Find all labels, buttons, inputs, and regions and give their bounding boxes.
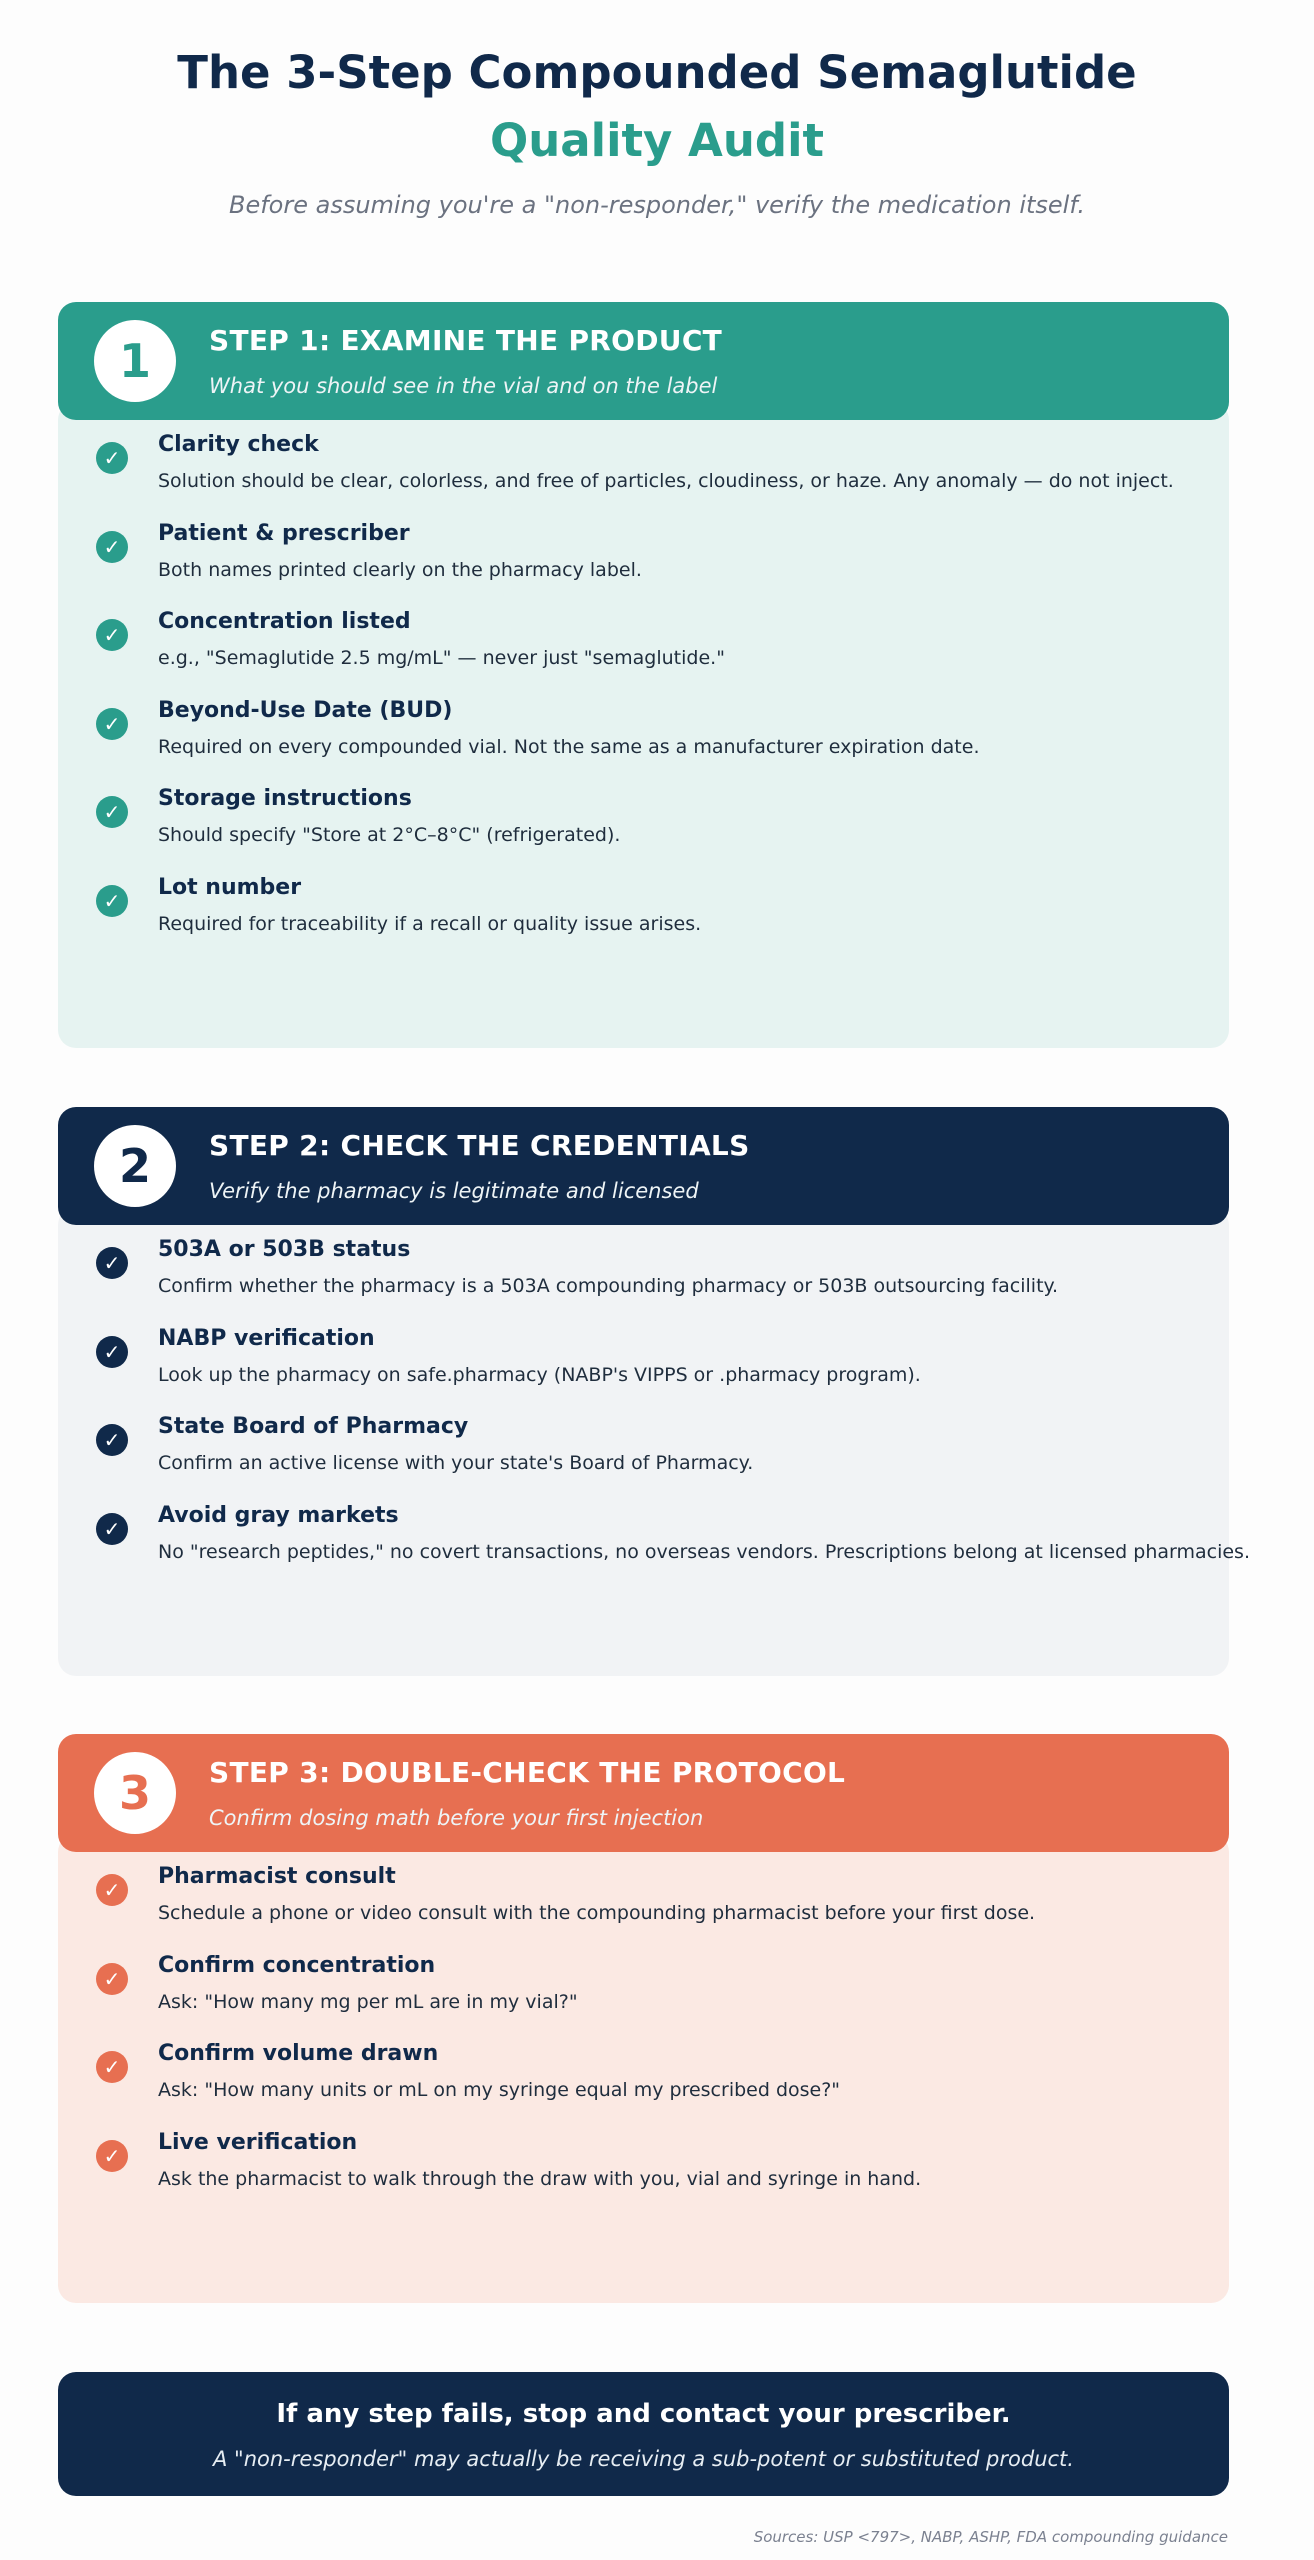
check-circle-icon: ✓ <box>96 1874 128 1906</box>
check-circle-icon: ✓ <box>96 531 128 563</box>
item-description: Solution should be clear, colorless, and free of particles, cloudiness, or haze. Any anomaly — do not inject. <box>158 470 1174 492</box>
check-circle-icon: ✓ <box>96 619 128 651</box>
check-circle-icon: ✓ <box>96 1247 128 1279</box>
item-description: Look up the pharmacy on safe.pharmacy (NABP's VIPPS or .pharmacy program). <box>158 1364 921 1386</box>
item-title: Lot number <box>158 875 302 900</box>
step-subtitle: Confirm dosing math before your first injection <box>209 1806 704 1830</box>
title-line-2: Quality Audit <box>489 114 825 167</box>
sources-note: Sources: USP <797>, NABP, ASHP, FDA compounding guidance <box>753 2528 1228 2546</box>
check-circle-icon: ✓ <box>96 2140 128 2172</box>
step-number-badge: 1 <box>94 320 176 402</box>
item-description: Required on every compounded vial. Not the same as a manufacturer expiration date. <box>158 736 980 758</box>
step-subtitle: What you should see in the vial and on the label <box>209 374 718 398</box>
item-title: Beyond-Use Date (BUD) <box>158 698 453 723</box>
step-card-1 <box>58 402 1229 1048</box>
item-description: Both names printed clearly on the pharmacy label. <box>158 559 642 581</box>
item-description: Required for traceability if a recall or quality issue arises. <box>158 913 702 935</box>
check-circle-icon: ✓ <box>96 1513 128 1545</box>
check-circle-icon: ✓ <box>96 1424 128 1456</box>
footer-warning: If any step fails, stop and contact your prescriber. <box>276 2399 1011 2429</box>
item-description: Ask: "How many mg per mL are in my vial?" <box>158 1991 578 2013</box>
item-title: Clarity check <box>158 432 319 457</box>
item-description: Schedule a phone or video consult with the compounding pharmacist before your first dose. <box>158 1902 1036 1924</box>
check-circle-icon: ✓ <box>96 1336 128 1368</box>
check-circle-icon: ✓ <box>96 708 128 740</box>
step-title: STEP 2: CHECK THE CREDENTIALS <box>209 1129 750 1162</box>
item-description: No "research peptides," no covert transactions, no overseas vendors. Prescriptions belong at licensed pharmacies. <box>158 1541 1250 1563</box>
check-circle-icon: ✓ <box>96 442 128 474</box>
check-circle-icon: ✓ <box>96 1963 128 1995</box>
item-description: Ask the pharmacist to walk through the draw with you, vial and syringe in hand. <box>158 2168 922 2190</box>
step-title: STEP 3: DOUBLE-CHECK THE PROTOCOL <box>209 1756 846 1789</box>
item-title: NABP verification <box>158 1326 375 1351</box>
step-subtitle: Verify the pharmacy is legitimate and licensed <box>209 1179 699 1203</box>
item-title: 503A or 503B status <box>158 1237 411 1262</box>
item-title: Confirm concentration <box>158 1953 436 1978</box>
step-header-3 <box>58 1734 1229 1852</box>
item-title: Pharmacist consult <box>158 1864 396 1889</box>
step-header-1 <box>58 302 1229 420</box>
item-title: Avoid gray markets <box>158 1503 399 1528</box>
item-title: Storage instructions <box>158 786 412 811</box>
item-title: Live verification <box>158 2130 358 2155</box>
step-title: STEP 1: EXAMINE THE PRODUCT <box>209 324 723 357</box>
step-number-badge: 3 <box>94 1752 176 1834</box>
page-subtitle: Before assuming you're a "non-responder," verify the medication itself. <box>228 191 1086 219</box>
item-description: Confirm an active license with your state's Board of Pharmacy. <box>158 1452 754 1474</box>
item-description: Should specify "Store at 2°C–8°C" (refrigerated). <box>158 824 621 846</box>
footer-note: A "non-responder" may actually be receiving a sub-potent or substituted product. <box>213 2447 1074 2471</box>
step-number-badge: 2 <box>94 1125 176 1207</box>
title-line-1: The 3-Step Compounded Semaglutide <box>177 46 1137 99</box>
step-header-2 <box>58 1107 1229 1225</box>
check-circle-icon: ✓ <box>96 2051 128 2083</box>
item-title: Patient & prescriber <box>158 521 410 546</box>
item-title: Concentration listed <box>158 609 411 634</box>
footer-callout <box>58 2372 1229 2496</box>
item-title: State Board of Pharmacy <box>158 1414 469 1439</box>
item-description: Confirm whether the pharmacy is a 503A compounding pharmacy or 503B outsourcing facility. <box>158 1275 1059 1297</box>
check-circle-icon: ✓ <box>96 885 128 917</box>
item-description: Ask: "How many units or mL on my syringe equal my prescribed dose?" <box>158 2079 841 2101</box>
item-title: Confirm volume drawn <box>158 2041 439 2066</box>
check-circle-icon: ✓ <box>96 796 128 828</box>
item-description: e.g., "Semaglutide 2.5 mg/mL" — never just "semaglutide." <box>158 647 725 669</box>
